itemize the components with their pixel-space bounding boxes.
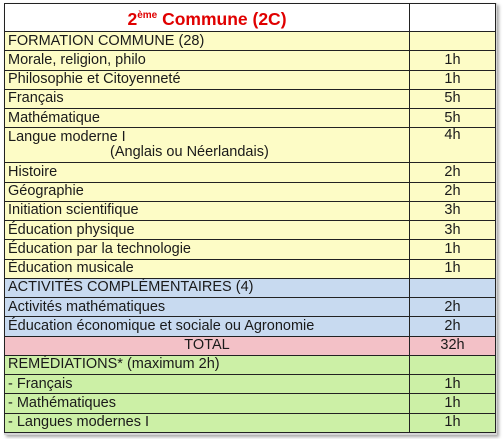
table-row — [5, 163, 496, 182]
course-hours: 1h — [410, 259, 496, 278]
course-hours: 1h — [410, 413, 496, 433]
table-row — [5, 394, 496, 413]
table-row — [5, 298, 496, 317]
course-label: Mathématique — [5, 109, 410, 128]
section-header-empty — [410, 32, 496, 51]
course-label: Géographie — [5, 182, 410, 201]
table-row — [5, 375, 496, 394]
section-header-formation — [5, 32, 496, 51]
course-label: - Français — [5, 375, 410, 394]
course-hours: 5h — [410, 109, 496, 128]
course-label: Éducation par la technologie — [5, 240, 410, 259]
section-header-label: FORMATION COMMUNE (28) — [5, 32, 410, 51]
course-hours: 1h — [410, 394, 496, 413]
title-empty-cell — [410, 4, 496, 32]
table-row — [5, 413, 496, 433]
course-label: Histoire — [5, 163, 410, 182]
title-superscript: ème — [137, 10, 158, 22]
course-hours: 2h — [410, 298, 496, 317]
section-header-label: ACTIVITÉS COMPLÉMENTAIRES (4) — [5, 278, 410, 297]
course-hours: 3h — [410, 221, 496, 240]
course-hours: 1h — [410, 375, 496, 394]
section-header-empty — [410, 278, 496, 297]
course-hours: 1h — [410, 70, 496, 89]
course-label: Éducation musicale — [5, 259, 410, 278]
section-header-label: REMÉDIATIONS* (maximum 2h) — [5, 355, 410, 374]
course-label: Éducation physique — [5, 221, 410, 240]
table-row — [5, 201, 496, 220]
title-rest: Commune (2C) — [162, 8, 287, 29]
total-hours: 32h — [410, 336, 496, 355]
section-header-remediations — [5, 355, 496, 374]
table-row — [5, 317, 496, 336]
schedule-table-container — [4, 3, 497, 435]
course-label — [5, 128, 410, 163]
total-row — [5, 336, 496, 355]
course-hours: 3h — [410, 201, 496, 220]
course-label: Activités mathématiques — [5, 298, 410, 317]
section-header-activites — [5, 278, 496, 297]
course-hours: 2h — [410, 317, 496, 336]
total-label: TOTAL — [5, 336, 410, 355]
table-row — [5, 109, 496, 128]
course-hours: 2h — [410, 182, 496, 201]
course-label: Philosophie et Citoyenneté — [5, 70, 410, 89]
course-label: Initiation scientifique — [5, 201, 410, 220]
course-label: Français — [5, 89, 410, 108]
course-label-line2: (Anglais ou Néerlandais) — [110, 144, 269, 161]
table-row — [5, 221, 496, 240]
course-hours: 5h — [410, 89, 496, 108]
table-row — [5, 259, 496, 278]
table-row — [5, 182, 496, 201]
course-label: - Langues modernes I — [5, 413, 410, 433]
schedule-table — [4, 3, 496, 433]
course-hours: 2h — [410, 163, 496, 182]
title-row — [5, 4, 496, 32]
course-hours: 4h — [410, 128, 496, 163]
table-row — [5, 89, 496, 108]
course-hours: 1h — [410, 240, 496, 259]
course-label: Éducation économique et sociale ou Agronomie — [5, 317, 410, 336]
course-label: Morale, religion, philo — [5, 51, 410, 70]
course-label-line1: Langue moderne I — [8, 129, 126, 146]
course-label: - Mathématiques — [5, 394, 410, 413]
table-row — [5, 51, 496, 70]
table-row — [5, 70, 496, 89]
title-number: 2 — [127, 8, 138, 29]
table-row — [5, 240, 496, 259]
table-row — [5, 128, 496, 163]
table-title — [5, 4, 410, 32]
section-header-empty — [410, 355, 496, 374]
course-hours: 1h — [410, 51, 496, 70]
